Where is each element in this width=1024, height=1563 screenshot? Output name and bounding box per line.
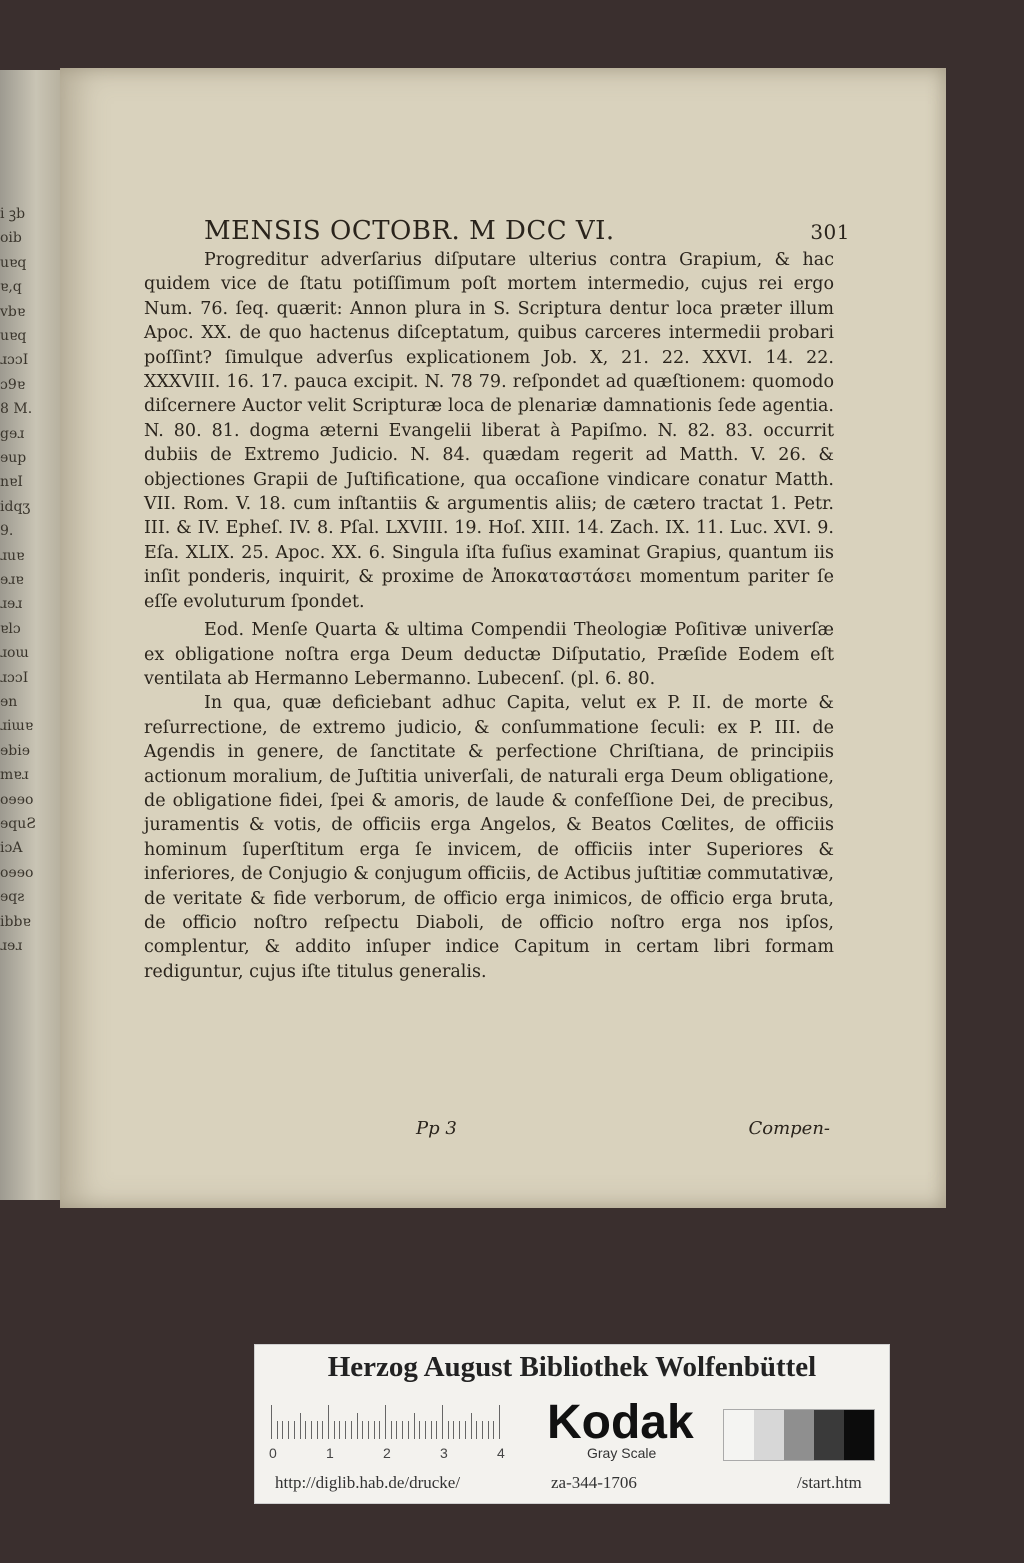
adjacent-page-fragment: ɘup: [0, 450, 27, 466]
ruler-tick: [425, 1421, 426, 1439]
adjacent-page-fragment: 8 M.: [0, 401, 33, 418]
ruler-tick: [442, 1405, 443, 1439]
gray-scale-step: [814, 1410, 844, 1460]
catchword: Compen-: [748, 1118, 830, 1139]
ruler-tick: [339, 1421, 340, 1439]
url-suffix: /start.htm: [797, 1473, 862, 1492]
ruler-tick: [374, 1421, 375, 1439]
ruler-tick: [334, 1421, 335, 1439]
adjacent-page-fragment: iɔA: [0, 840, 23, 857]
shelfmark: za-344-1706: [551, 1473, 637, 1492]
adjacent-page-fragment: nɐI: [0, 474, 23, 491]
gray-scale-bar: [723, 1409, 875, 1461]
url-prefix: http://diglib.hab.de/drucke/: [275, 1473, 461, 1492]
ruler-tick: [305, 1421, 306, 1439]
gray-scale-step: [844, 1410, 874, 1460]
page-footer: [416, 1118, 830, 1146]
ruler-number: 0: [269, 1445, 277, 1461]
ruler-tick: [453, 1421, 454, 1439]
paragraph-1: Progreditur adverſarius diſputare ulterius contra Grapium, & hac quidem vice de ſtatu potiſſimum poſt mortem intermedio, cujus rei ergo Num. 76. ſeq. quærit: Annon plura in S. Scriptura dentur loca præter illum Apoc. XX. de quo hactenus diſceptatum, quibus carceres intermedii probari poſſint? ſimulque adverſus explicationem Job. X, 21. 22. XXVI. 14. 22. XXXVIII. 16. 17. pauca excipit. N. 78 79. reſpondet ad quæſtionem: quomodo diſcernere Auctor velit Scripturæ loca de plenariæ damnationis ſede agentia. N. 80. 81. dogma æterni Evangelii liberat à Papiſmo. N. 82. 83. occurrit dubiis de Extremo Judicio. N. 84. quædam regerit ad Matth. V. 26. & objectiones Grapii de Juſtificatione, qua occaſione vindicare conatur Matth. VII. Rom. V. 18. cum inſtantiis & argumentis aliis; de cætero tractat 1. Petr. III. & IV. Epheſ. IV. 8. Pſal. LXVIII. 19. Hoſ. XIII. 14. Zach. IX. 11. Luc. XVI. 9. Eſa. XLIX. 25. Apoc. XX. 6. Singula iſta fuſius examinat Grapius, quantum iis inſit ponderis, inquirit, & proxime de Ἀποκαταστάσει momentum pariter ſe eſſe evoluturum ſpondet.: [144, 250, 834, 612]
ruler-tick: [499, 1405, 500, 1439]
signature-mark: Pp 3: [416, 1118, 457, 1139]
ruler-tick: [368, 1421, 369, 1439]
book-page: [60, 68, 946, 1208]
ruler-tick: [431, 1421, 432, 1439]
adjacent-page-fragment: ɐ,q: [0, 279, 22, 296]
adjacent-page-fragment: ɘn: [0, 694, 18, 710]
ruler-tick: [294, 1421, 295, 1439]
folio-number: 301: [810, 220, 850, 244]
ruler-tick: [459, 1421, 460, 1439]
ruler-number: 4: [497, 1445, 505, 1461]
adjacent-page-fragment: ɹiɯɐ: [0, 718, 34, 735]
ruler-tick: [488, 1421, 489, 1439]
paragraph-2: Eod. Menſe Quarta & ultima Compendii Theologiæ Poſitivæ univerſæ ex obligatione noſtra erga Deum deductæ Diſputatio, Præſide Eodem eſt ventilata ab Hermanno Lebermanno. Lubecenſ. (pl. 6. 80.: [144, 620, 834, 689]
adjacent-page-fragment: ɹɘɹ: [0, 938, 23, 954]
library-target-card: [254, 1344, 890, 1504]
page-text: [144, 216, 850, 1116]
adjacent-page-fragment: i ꝫb: [0, 206, 26, 222]
adjacent-page-fragment: vbɐ: [0, 303, 26, 320]
adjacent-page-fragment: ɹuɐ: [0, 547, 25, 564]
adjacent-page-fragment: ɹoɯ: [0, 645, 29, 662]
adjacent-page-strip: [0, 70, 60, 1200]
adjacent-page-fragment: 9.: [0, 523, 14, 540]
ruler-number: 1: [326, 1445, 334, 1461]
ruler-tick: [402, 1421, 403, 1439]
ruler-tick: [357, 1413, 358, 1439]
kodak-logo: Kodak: [547, 1396, 694, 1449]
ruler-tick: [282, 1421, 283, 1439]
ruler-tick: [391, 1421, 392, 1439]
ruler-tick: [271, 1405, 272, 1439]
ruler-tick: [288, 1421, 289, 1439]
adjacent-page-fragment: ɘbiɘ: [0, 742, 31, 759]
ruler-tick: [345, 1421, 346, 1439]
ruler-tick: [465, 1421, 466, 1439]
adjacent-page-fragment: uɐq: [0, 254, 27, 271]
adjacent-page-fragment: ɐlɔ: [0, 620, 21, 637]
gray-scale-step: [724, 1410, 754, 1460]
ruler-tick: [362, 1421, 363, 1439]
adjacent-page-fragment: uɐq: [0, 328, 27, 344]
running-head-title: MENSIS OCTOBR. M DCC VI.: [204, 216, 615, 246]
adjacent-page-fragment: ɘɹɐ: [0, 572, 24, 588]
ruler-tick: [482, 1421, 483, 1439]
gray-scale-step: [754, 1410, 784, 1460]
adjacent-page-fragment: ɘqƨ: [0, 889, 25, 906]
adjacent-page-fragment: ibbɐ: [0, 913, 31, 930]
adjacent-page-fragment: ɹɔɔI: [0, 669, 29, 686]
ruler-tick: [448, 1421, 449, 1439]
adjacent-page-fragment: ɘquƧ: [0, 816, 36, 832]
ruler-number: 3: [440, 1445, 448, 1461]
ruler-tick: [311, 1421, 312, 1439]
adjacent-page-fragment: ɹɔɔI: [0, 352, 29, 369]
ruler-tick: [277, 1421, 278, 1439]
ruler-tick: [300, 1413, 301, 1439]
ruler-tick: [396, 1421, 397, 1439]
ruler-tick: [379, 1421, 380, 1439]
ruler-tick: [436, 1421, 437, 1439]
adjacent-page-fragment: mɐɹ: [0, 767, 29, 784]
ruler-tick: [351, 1421, 352, 1439]
adjacent-page-fragment: gɘɹ: [0, 425, 25, 442]
adjacent-page-fragment: oɘɘo: [0, 864, 34, 881]
ruler-tick: [493, 1421, 494, 1439]
ruler-tick: [322, 1421, 323, 1439]
ruler-numbers: [269, 1445, 529, 1461]
ruler-number: 2: [383, 1445, 391, 1461]
library-name: Herzog August Bibliothek Wolfenbüttel: [327, 1351, 817, 1383]
ruler-tick: [385, 1405, 386, 1439]
ruler-tick: [414, 1413, 415, 1439]
ruler-tick: [476, 1421, 477, 1439]
gray-scale-step: [784, 1410, 814, 1460]
adjacent-page-fragment: oɘɘo: [0, 791, 34, 808]
paragraph-3: In qua, quæ deficiebant adhuc Capita, velut ex P. II. de morte & reſurrectione, de extremo judicio, & conſummatione ſeculi: ex P. III. de Agendis in genere, de ſanctitate & perfectione Chriſtiana, de principiis actionum moralium, de Juſtitia univerſali, de naturali erga Deum obligatione, de obligatione fidei, ſpei & amoris, de laude & confeſſione Dei, de precibus, juramentis & votis, de officiis erga Angelos, & Beatos Cœlites, de officiis hominum ſuperſtitum erga ſe invicem, de officiis inter Superiores & inferiores, de Conjugio & conjugum officiis, de Actibus juſtitiæ commutativæ, de veritate & fide verborum, de officio erga inimicos, de officio erga bruta, de officio noſtro reſpectu Diaboli, de officio noſtro erga nos ipſos, complentur, & addito inſuper indice Capitum in certam libri formam rediguntur, cujus iſte titulus generalis.: [144, 693, 834, 982]
gray-scale-label: Gray Scale: [587, 1445, 657, 1461]
adjacent-page-fragment: idqʒ: [0, 498, 31, 515]
running-head: [204, 216, 850, 246]
ruler-tick: [419, 1421, 420, 1439]
adjacent-page-fragment: ɔ9ɐ: [0, 376, 26, 393]
adjacent-page-fragment: oib: [0, 230, 22, 247]
ruler-tick: [317, 1421, 318, 1439]
ruler-tick: [408, 1421, 409, 1439]
ruler-tick: [471, 1413, 472, 1439]
adjacent-page-fragment: ɹɘɹ: [0, 596, 23, 613]
url-row: [275, 1473, 875, 1495]
ruler-tick: [328, 1405, 329, 1439]
ruler-scale: [271, 1401, 521, 1439]
